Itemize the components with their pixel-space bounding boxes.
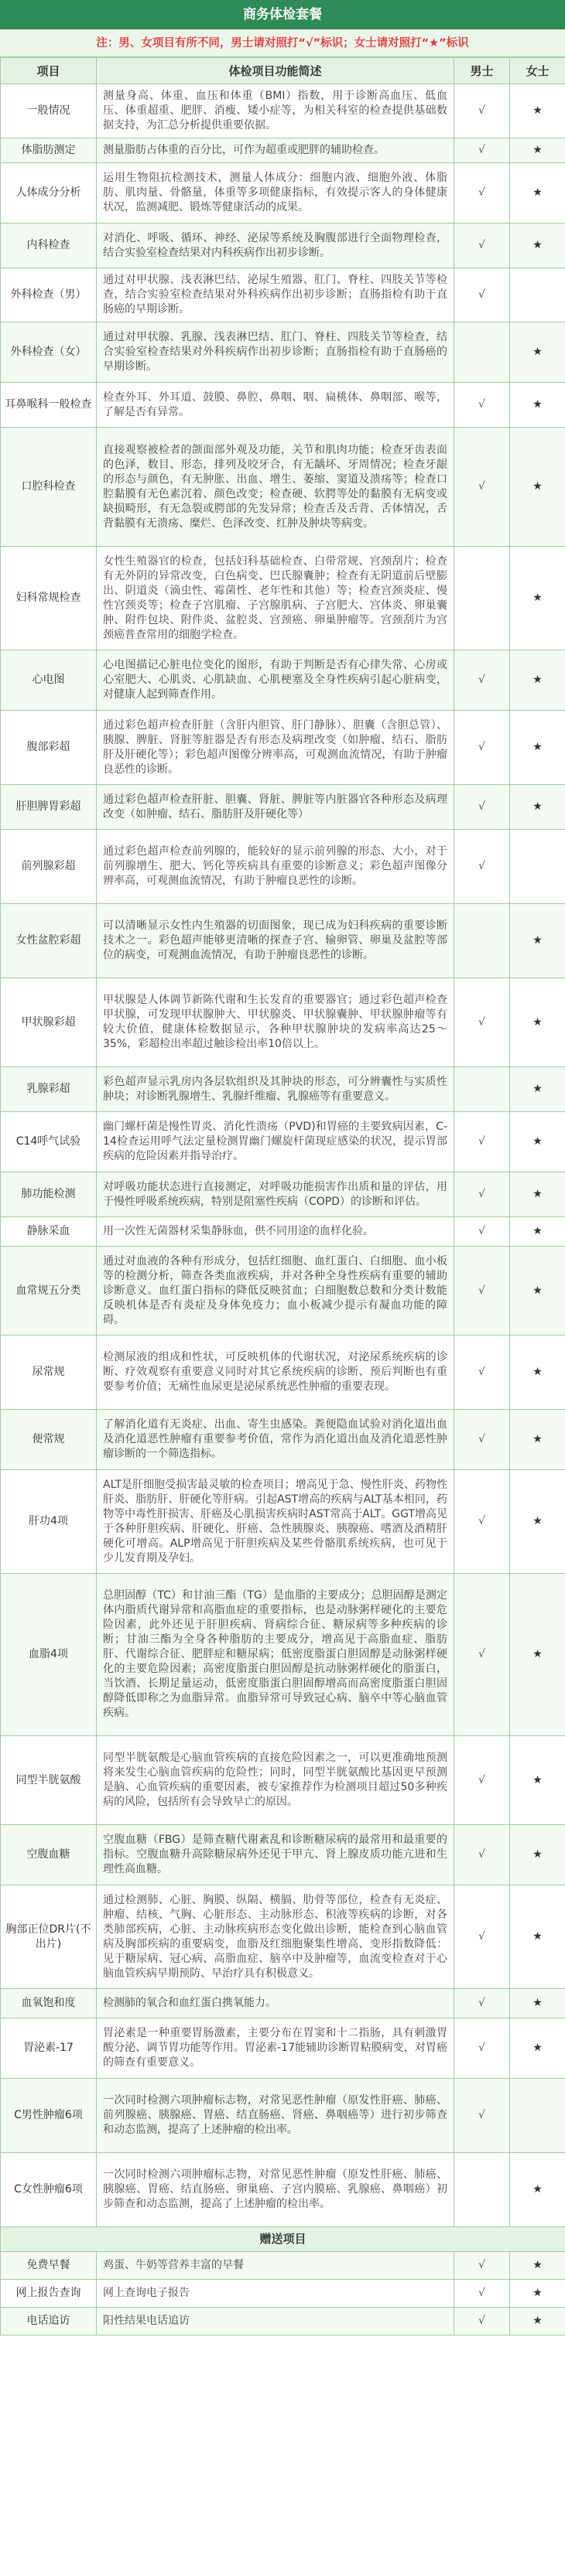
male-mark: √ — [454, 1336, 510, 1410]
item-desc: 胃泌素是一种重要胃肠激素，主要分布在胃窦和十二指肠，具有刺激胃酸分泌、调节胃功能等作用。胃泌素-17能辅助诊断胃粘膜病变，对胃癌的筛查有重要意义。 — [97, 2018, 454, 2079]
item-desc: 空腹血糖（FBG）是筛查糖代谢紊乱和诊断糖尿病的最常用和最重要的指标。空腹血糖升高除糖尿病外还见于甲亢、肾上腺皮质功能亢进和生理性高血糖。 — [97, 1825, 454, 1885]
table-row — [1, 1247, 565, 1336]
female-mark: ★ — [510, 1112, 565, 1172]
table-row — [1, 650, 565, 711]
male-mark: √ — [454, 1736, 510, 1825]
table-row — [1, 2252, 565, 2280]
item-desc: 检测肺的氧合和血红蛋白携氧能力。 — [97, 1989, 454, 2018]
male-mark: √ — [454, 163, 510, 223]
male-mark: √ — [454, 785, 510, 830]
item-desc: 通过对甲状腺、乳腺、浅表淋巴结、肛门、脊柱、四肢关节等检查，结合实验室检查结果对外科疾病作出初步诊断；直肠指检有助于直肠癌的早期诊断。 — [97, 322, 454, 383]
table-row — [1, 904, 565, 978]
item-name: 同型半胱氨酸 — [1, 1736, 97, 1825]
male-mark: √ — [454, 1247, 510, 1336]
item-desc: ALT是肝细胞受损害最灵敏的检查项目；增高见于急、慢性肝炎、药物性肝炎、脂肪肝、肝硬化等肝病。引起AST增高的疾病与ALT基本相同，药物等中毒性肝损害、肝癌及心肌损害疾病时AST常高于ALT。GGT增高见于各种肝胆疾病、肝硬化、肝癌、急性胰腺炎、胰腺癌、嗜酒及酒精肝硬化可增高。ALP增高见于肝胆疾病及某些骨骼肌系统疾病，也可见于少儿发育期及孕妇。 — [97, 1470, 454, 1574]
item-name: 便常规 — [1, 1410, 97, 1470]
item-desc: 测量身高、体重、血压和体重（BMI）指数，用于诊断高血压、低血压、体重超重、肥胖、消瘦、矮小症等，为相关科室的检查提供基础数据支持，为汇总分析提供重要依据。 — [97, 84, 454, 138]
male-mark: √ — [454, 1172, 510, 1217]
male-mark — [454, 2153, 510, 2227]
male-mark: √ — [454, 1989, 510, 2018]
male-mark: √ — [454, 383, 510, 428]
male-mark: √ — [454, 830, 510, 904]
female-mark: ★ — [510, 383, 565, 428]
item-desc: 了解消化道有无炎症、出血、寄生虫感染。粪便隐血试验对消化道出血及消化道恶性肿瘤有重要参考价值，常作为消化道出血及消化道恶性肿瘤诊断的一个筛选指标。 — [97, 1410, 454, 1470]
female-mark — [510, 268, 565, 322]
female-mark: ★ — [510, 1825, 565, 1885]
female-mark: ★ — [510, 547, 565, 650]
table-row — [1, 978, 565, 1067]
table-row — [1, 830, 565, 904]
male-mark: √ — [454, 1885, 510, 1989]
table-row — [1, 1989, 565, 2018]
table-row — [1, 1736, 565, 1825]
female-mark: ★ — [510, 1336, 565, 1410]
male-mark: √ — [454, 650, 510, 711]
table-row — [1, 322, 565, 383]
item-desc: 测量脂肪占体重的百分比，可作为超重或肥胖的辅助检查。 — [97, 138, 454, 163]
male-mark: √ — [454, 1574, 510, 1736]
gift-section-row — [1, 2227, 565, 2252]
item-desc: 运用生物阻抗检测技术，测量人体成分：细胞内液、细胞外液、体脂肪、肌肉量、骨骼量，体重等多项健康指标，有效提示客人的身体健康状况，监测减肥、锻炼等健康活动的成果。 — [97, 163, 454, 223]
item-desc: 通过对血液的各种有形成分，包括红细胞、血红蛋白、白细胞、血小板等的检测分析，筛查各类血液疾病，并对各种全身性疾病有重要的辅助诊断意义。血红蛋白指标的降低反映贫血；白细胞数总数和分类计数能反映机体是否有炎症及身体免疫力；血小板减少提示有凝血功能的障碍。 — [97, 1247, 454, 1336]
item-name: 胸部正位DR片(不出片) — [1, 1885, 97, 1989]
item-name: C女性肿瘤6项 — [1, 2153, 97, 2227]
table-row — [1, 1825, 565, 1885]
item-desc: 鸡蛋、牛奶等营养丰富的早餐 — [97, 2252, 454, 2280]
table-row — [1, 268, 565, 322]
table-row — [1, 1574, 565, 1736]
item-name: 肺功能检测 — [1, 1172, 97, 1217]
female-mark: ★ — [510, 978, 565, 1067]
female-mark: ★ — [510, 428, 565, 547]
female-mark: ★ — [510, 1989, 565, 2018]
item-name: 免费早餐 — [1, 2252, 97, 2280]
item-desc: 阳性结果电话追访 — [97, 2308, 454, 2335]
female-mark: ★ — [510, 1410, 565, 1470]
item-desc: 对呼吸功能状态进行直接测定，对呼吸功能损害作出质和量的评估，用于慢性呼吸系统疾病，特别是阻塞性疾病（COPD）的诊断和评估。 — [97, 1172, 454, 1217]
item-desc: 直接观察被检者的颌面部外观及功能，关节和肌肉功能；检查牙齿表面的色泽，数目、形态，排列及咬牙合，有无龋坏、牙周情况；检查牙龈的形态与颜色，有无肿胀、出血、增生、萎缩、窦道及溃疡等；检查口腔黏膜有无色素沉着、颜色改变；检查硬、软腭等处的黏膜有无病变或缺损畸形，有无急裂或腭部的先发异常；检查舌及舌背、舌体情况，舌背黏膜有无溃疡、糜烂、色泽改变、红肿及肿块等病变。 — [97, 428, 454, 547]
table-row — [1, 1470, 565, 1574]
table-row — [1, 1172, 565, 1217]
table-row — [1, 163, 565, 223]
female-mark: ★ — [510, 223, 565, 268]
item-name: 肝功4项 — [1, 1470, 97, 1574]
item-desc: 一次同时检测六项肿瘤标志物，对常见恶性肿瘤（原发性肝癌、肺癌、前列腺癌、胰腺癌、胃癌、结直肠癌、肾癌、鼻咽癌等）进行初步筛查和动态监测，提高了上述肿瘤的检出率。 — [97, 2079, 454, 2153]
male-mark: √ — [454, 138, 510, 163]
item-desc: 彩色超声显示乳房内各层软组织及其肿块的形态，可分辨囊性与实质性肿块；对诊断乳腺增生、乳腺纤维瘤、乳腺癌等有重要意义。 — [97, 1067, 454, 1112]
item-name: 静脉采血 — [1, 1217, 97, 1247]
item-name: 甲状腺彩超 — [1, 978, 97, 1067]
item-name: 内科检查 — [1, 223, 97, 268]
item-name: 胃泌素-17 — [1, 2018, 97, 2079]
table-row — [1, 2079, 565, 2153]
item-name: 一般情况 — [1, 84, 97, 138]
item-desc: 总胆固醇（TC）和甘油三酯（TG）是血脂的主要成分；总胆固醇是测定体内脂质代谢异常和高脂血症的重要指标，也是动脉粥样硬化的主要危险因素，此外还见于肝胆疾病、肾病综合征、糖尿病等多种疾病的诊断；甘油三酯为全身各种脂肪的主要成分，增高见于高脂血症、脂肪肝、代谢综合征、肥胖症和糖尿病；低密度脂蛋白胆固醇是动脉粥样硬化的主要危险因素；高密度脂蛋白胆固醇是抗动脉粥样硬化的脂蛋白，当饮酒、长期足量运动，低密度脂蛋白胆固醇增高而高密度脂蛋白胆固醇降低即称之为血脂异常。血脂异常可导致冠心病、脑卒中等心脑血管疾病。 — [97, 1574, 454, 1736]
header-female: 女士 — [510, 58, 565, 84]
male-mark: √ — [454, 428, 510, 547]
male-mark: √ — [454, 2252, 510, 2280]
item-desc: 通过彩色超声检查前列腺的，能较好的显示前列腺的形态、大小，对于前列腺增生、肥大、钙化等疾病具有重要的诊断意义；彩色超声图像分辨率高，可观测血流情况，有助于肿瘤良恶性的诊断。 — [97, 830, 454, 904]
gender-note: 注：男、女项目有所不同，男士请对照打“√”标识；女士请对照打“★”标识 — [0, 29, 565, 57]
header-male: 男士 — [454, 58, 510, 84]
item-desc: 用一次性无菌器材采集静脉血，供不同用途的血样化验。 — [97, 1217, 454, 1247]
item-desc: 通过彩色超声检查肝脏（含肝内胆管、肝门静脉）、胆囊（含胆总管）、胰腺、脾脏、肾脏等脏器是否有形态及病理改变（如肿瘤、结石、脂肪肝及肝硬化等）；彩色超声图像分辨率高，可观测血流情况，有助于肿瘤良恶性的诊断。 — [97, 711, 454, 785]
female-mark — [510, 2079, 565, 2153]
male-mark: √ — [454, 84, 510, 138]
item-name: 乳腺彩超 — [1, 1067, 97, 1112]
table-row — [1, 2153, 565, 2227]
item-desc: 通过彩色超声检查肝脏、胆囊、肾脏、脾脏等内脏器官各种形态及病理改变（如肿瘤、结石、脂肪肝及肝硬化等） — [97, 785, 454, 830]
package-title: 商务体检套餐 — [0, 0, 565, 29]
item-desc: 网上查询电子报告 — [97, 2280, 454, 2308]
table-header-row — [1, 58, 565, 84]
item-name: 妇科常规检查 — [1, 547, 97, 650]
female-mark: ★ — [510, 1736, 565, 1825]
item-name: C14呼气试验 — [1, 1112, 97, 1172]
table-row — [1, 2280, 565, 2308]
female-mark — [510, 830, 565, 904]
item-desc: 对消化、呼吸、循环、神经、泌尿等系统及胸腹部进行全面物理检查，结合实验室检查结果对内科疾病作出初步诊断。 — [97, 223, 454, 268]
female-mark: ★ — [510, 1470, 565, 1574]
item-desc: 一次同时检测六项肿瘤标志物，对常见恶性肿瘤（原发性肝癌、肺癌、胰腺癌、胃癌、结直肠癌、卵巢癌、子宫内膜癌、乳腺癌、鼻咽癌）初步筛查和动态监测，提高了上述肿瘤的检出率。 — [97, 2153, 454, 2227]
item-name: 电话追访 — [1, 2308, 97, 2335]
male-mark — [454, 1067, 510, 1112]
female-mark: ★ — [510, 2252, 565, 2280]
item-name: 外科检查（女） — [1, 322, 97, 383]
female-mark: ★ — [510, 1172, 565, 1217]
table-row — [1, 785, 565, 830]
table-row — [1, 1217, 565, 1247]
male-mark — [454, 322, 510, 383]
female-mark: ★ — [510, 163, 565, 223]
item-name: 血氧饱和度 — [1, 1989, 97, 2018]
table-row — [1, 1410, 565, 1470]
female-mark: ★ — [510, 1574, 565, 1736]
item-desc: 同型半胱氨酸是心脑血管疾病的直接危险因素之一，可以更准确地预测将来发生心脑血管疾病的危险性；同时，同型半胱氨酸比基因更早预测是脑、心血管疾病的重要因素，被专家推荐作为检测项目超过50多种疾病的风险，包括所有会导致早亡的原因。 — [97, 1736, 454, 1825]
item-name: 前列腺彩超 — [1, 830, 97, 904]
item-name: 网上报告查询 — [1, 2280, 97, 2308]
male-mark — [454, 904, 510, 978]
item-name: 尿常规 — [1, 1336, 97, 1410]
item-desc: 女性生殖器官的检查，包括妇科基础检查、白带常规、宫颈刮片；检查有无外阴的异常改变，白色病变、巴氏腺囊肿；检查有无阴道前后壁膨出、阴道炎（滴虫性、霉菌性、老年性和其他）等；检查宫颈炎症、慢性宫颈炎等；检查子宫肌瘤、子宫腺肌病、子宫肥大、宫体炎、卵巢囊肿、附件包块、附件炎、盆腔炎、宫颈癌、卵巢肿瘤等。宫颈刮片为宫颈癌普查常用的细胞学检查。 — [97, 547, 454, 650]
item-name: 心电图 — [1, 650, 97, 711]
item-desc: 检查外耳、外耳道、鼓膜、鼻腔、鼻咽、咽、扁桃体、鼻咽部、喉等，了解是否有异常。 — [97, 383, 454, 428]
table-row — [1, 428, 565, 547]
item-name: 肝胆脾胃彩超 — [1, 785, 97, 830]
item-name: 人体成分分析 — [1, 163, 97, 223]
female-mark: ★ — [510, 2280, 565, 2308]
female-mark: ★ — [510, 1247, 565, 1336]
item-name: 外科检查（男） — [1, 268, 97, 322]
table-row — [1, 1336, 565, 1410]
female-mark: ★ — [510, 84, 565, 138]
table-row — [1, 547, 565, 650]
male-mark: √ — [454, 1470, 510, 1574]
female-mark: ★ — [510, 1217, 565, 1247]
female-mark: ★ — [510, 2308, 565, 2335]
table-row — [1, 1067, 565, 1112]
table-row — [1, 2308, 565, 2335]
item-desc: 通过检测肺、心脏、胸膜、纵隔、横膈、肋骨等部位，检查有无炎症、肿瘤、结核、气胸、心脏形态、主动脉形态、积液等疾病的诊断，对各类肺部疾病，心脏、主动脉疾病形态变化做出诊断，能检查到心脑血管病及胸部疾病的重要病变，血脂及红细胞聚集性增高、变形指数降低：见于糖尿病、冠心病、高脂血症、脑卒中及肿瘤等，血流变检查对于心脑血管疾病早期预防、早治疗具有积极意义。 — [97, 1885, 454, 1989]
item-desc: 甲状腺是人体调节新陈代谢和生长发育的重要器官；通过彩色超声检查甲状腺，可发现甲状腺肿大、甲状腺炎、甲状腺囊肿、甲状腺肿瘤等有较大价值，健康体检数据显示，各种甲状腺肿块的发病率高达25～35%，彩超检出率超过触诊检出率10倍以上。 — [97, 978, 454, 1067]
item-name: 耳鼻喉科一般检查 — [1, 383, 97, 428]
female-mark: ★ — [510, 904, 565, 978]
male-mark: √ — [454, 2280, 510, 2308]
male-mark: √ — [454, 711, 510, 785]
male-mark: √ — [454, 268, 510, 322]
male-mark: √ — [454, 223, 510, 268]
female-mark: ★ — [510, 1885, 565, 1989]
table-row — [1, 84, 565, 138]
male-mark: √ — [454, 1217, 510, 1247]
gift-section-title: 赠送项目 — [1, 2227, 565, 2252]
female-mark: ★ — [510, 711, 565, 785]
table-row — [1, 2018, 565, 2079]
male-mark: √ — [454, 978, 510, 1067]
table-row — [1, 1885, 565, 1989]
exam-rows — [1, 84, 565, 2227]
male-mark: √ — [454, 1825, 510, 1885]
item-name: 腹部彩超 — [1, 711, 97, 785]
male-mark: √ — [454, 1410, 510, 1470]
header-desc: 体检项目功能简述 — [97, 58, 454, 84]
item-name: 空腹血糖 — [1, 1825, 97, 1885]
exam-table — [0, 57, 565, 2335]
item-desc: 幽门螺杆菌是慢性胃炎、消化性溃疡（PVD)和胃癌的主要致病因素，C-14检查运用呼气法定量检测胃幽门螺旋杆菌现症感染的状况，提示胃部疾病的危险因素并指导治疗。 — [97, 1112, 454, 1172]
item-desc: 可以清晰显示女性内生殖器的切面图象，现已成为妇科疾病的重要诊断技术之一。彩色超声能够更清晰的探查子宫、输卵管、卵巢及盆腔等部位的病变，可观测血流情况，有助于肿瘤良恶性的诊断。 — [97, 904, 454, 978]
female-mark: ★ — [510, 1067, 565, 1112]
item-name: 血常规五分类 — [1, 1247, 97, 1336]
item-desc: 心电图描记心脏电位变化的图形，有助于判断是否有心律失常、心房或心室肥大、心肌炎、心肌缺血、心肌梗塞及全身性疾病引起心脏病变，对健康人起到筛查作用。 — [97, 650, 454, 711]
female-mark: ★ — [510, 2153, 565, 2227]
male-mark: √ — [454, 2079, 510, 2153]
female-mark: ★ — [510, 785, 565, 830]
item-desc: 检测尿液的组成和性状，可反映机体的代谢状况，对泌尿系统疾病的诊断、疗效观察有重要意义同时对其它系统疾病的诊断、预后判断也有重要参考价值；无痛性血尿更是泌尿系统恶性肿瘤的重要表现。 — [97, 1336, 454, 1410]
table-row — [1, 383, 565, 428]
male-mark — [454, 547, 510, 650]
female-mark: ★ — [510, 650, 565, 711]
male-mark: √ — [454, 2308, 510, 2335]
table-row — [1, 711, 565, 785]
item-name: C男性肿瘤6项 — [1, 2079, 97, 2153]
item-name: 血脂4项 — [1, 1574, 97, 1736]
male-mark: √ — [454, 2018, 510, 2079]
table-row — [1, 138, 565, 163]
gift-rows — [1, 2227, 565, 2335]
item-name: 女性盆腔彩超 — [1, 904, 97, 978]
table-row — [1, 1112, 565, 1172]
table-row — [1, 223, 565, 268]
female-mark: ★ — [510, 2018, 565, 2079]
female-mark: ★ — [510, 138, 565, 163]
male-mark: √ — [454, 1112, 510, 1172]
item-desc: 通过对甲状腺、浅表淋巴结、泌尿生殖器、肛门、脊柱、四肢关节等检查，结合实验室检查结果对外科疾病作出初步诊断；直肠指检有助于直肠癌的早期诊断。 — [97, 268, 454, 322]
item-name: 口腔科检查 — [1, 428, 97, 547]
item-name: 体脂肪测定 — [1, 138, 97, 163]
female-mark: ★ — [510, 322, 565, 383]
header-item: 项目 — [1, 58, 97, 84]
